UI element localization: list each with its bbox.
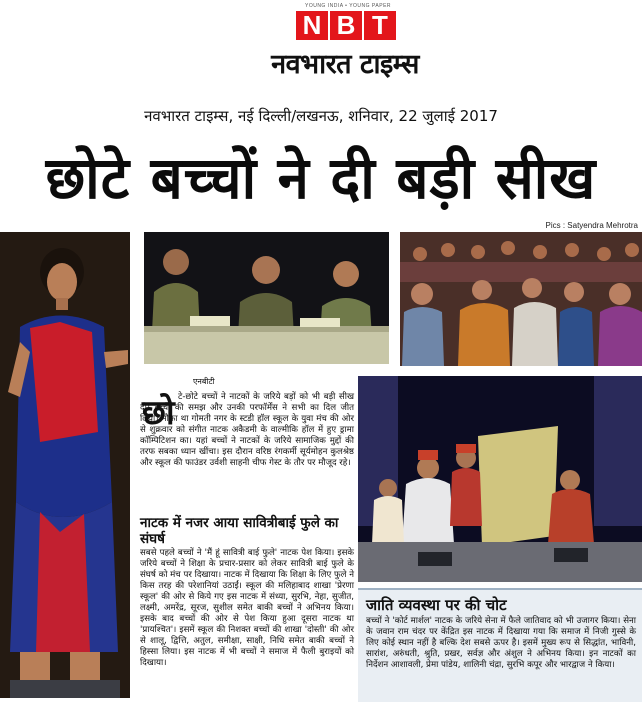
article-paragraph-2: सबसे पहले बच्चों ने 'मैं हूं सावित्री बाई फुले' नाटक पेश किया। इसके जरिये बच्चों ने शिक्षा के प्रचार-प्रसार को लेकर सावित्री बाई फुले के संघर्ष को मंच पर दिखाया। नाटक में दिखाया कि शिक्षा के लिए फुले ने किस तरह की परेशानियां उठाईं। स्कूल की मलिहाबाद शाखा 'प्रेरणा स्कूल' की ओर से किये गए इस नाटक में संध्या, सुरभि, नेहा, सुजीत, लक्ष्मी, अमरेंद्र, सूरज, सुशील समेत बाकी बच्चों ने अभिनय किया। इसके बाद बच्चों की ओर से पेश किया हुआ दूसरा नाटक था 'प्रायश्चित'। इसमें स्कूल की निशक्त बच्चों की शाखा 'दोस्ती' की ओर से शालू, द्वित्ति, अतुल, समीक्षा, साक्षी, निधि समेत बाकी बच्चों ने हिस्सा लिया। इस नाटक में भी बच्चों ने समाज में फैली बुराइयों को दिखाया।: [140, 548, 354, 668]
photo-credit: Pics : Satyendra Mehrotra: [545, 221, 638, 230]
stage-illustration: [358, 376, 642, 582]
judges-illustration: [144, 232, 389, 364]
masthead-tagline: YOUNG INDIA • YOUNG PAPER: [304, 3, 392, 9]
photo-performer: [0, 232, 130, 698]
article-intro: टे-छोटे बच्चों ने नाटकों के जरिये बड़ों को भी बड़ी सीख दी। बच्चों की समझ और उनकी परफॉर्मेंस ने सभी का दिल जीत लिया। मौका था गोमती नगर के स्टडी हॉल स्कूल के युवा मंच की ओर से शुक्रवार को संगीत नाटक अकैडमी के वाल्मीकि हॉल में हुए ड्रामा कॉम्पिटिशन का। यहां बच्चों ने नाटकों के जरिये सामाजिक मुद्दों की तरफ सबका ध्यान खींचा। इस दौरान वरिष्ठ रंगकर्मी सूर्यमोहन कुलश्रेष्ठ और स्कूल की फाउंडर उर्वशी साहनी चीफ गेस्ट के तौर पर मौजूद रहे।: [140, 392, 354, 468]
subheading-savitribai: नाटक में नजर आया सावित्रीबाई फुले का संघर्ष: [140, 515, 339, 547]
sidebar-box-title: जाति व्यवस्था पर की चोट: [366, 596, 507, 614]
photo-stage-play: [358, 376, 642, 582]
newspaper-name: नवभारत टाइम्स: [271, 49, 419, 80]
photo-judges-panel: [144, 232, 389, 364]
logo-letter-b: B: [330, 11, 362, 40]
performer-illustration: [0, 232, 130, 698]
audience-illustration: [400, 232, 642, 366]
logo-letter-n: N: [296, 11, 328, 40]
photo-audience: [400, 232, 642, 366]
article-byline: एनबीटी: [193, 377, 215, 386]
sidebar-box: [358, 588, 642, 702]
dateline: नवभारत टाइम्स, नई दिल्ली/लखनऊ, शनिवार, 22 जुलाई 2017: [144, 107, 498, 125]
logo-letter-t: T: [364, 11, 396, 40]
headline: छोटे बच्चों ने दी बड़ी सीख: [45, 144, 597, 212]
nbt-logo: [296, 11, 396, 40]
sidebar-box-text: बच्चों ने 'कोर्ट मार्शल' नाटक के जरिये सेना में फैले जातिवाद को भी उजागर किया। सेना के जवान राम चंदर पर केंद्रित इस नाटक में दिखाया गया कि समाज में निजी गुस्से के लिए कोई स्थान नहीं है बल्कि देश सबसे ऊपर है। इसमें मुख्य रूप से सिद्धांत, भाविनी, सारांश, अरुंधती, श्रुति, प्रखर, सर्वज्ञ और अंशुल ने अभिनय किया। इन नाटकों का निर्देशन आशावली, प्रेमा पांडेय, शालिनी चंद्रा, सुरभि कपूर और भारद्वाज ने किया।: [366, 616, 636, 670]
drop-cap: छो: [142, 393, 175, 433]
